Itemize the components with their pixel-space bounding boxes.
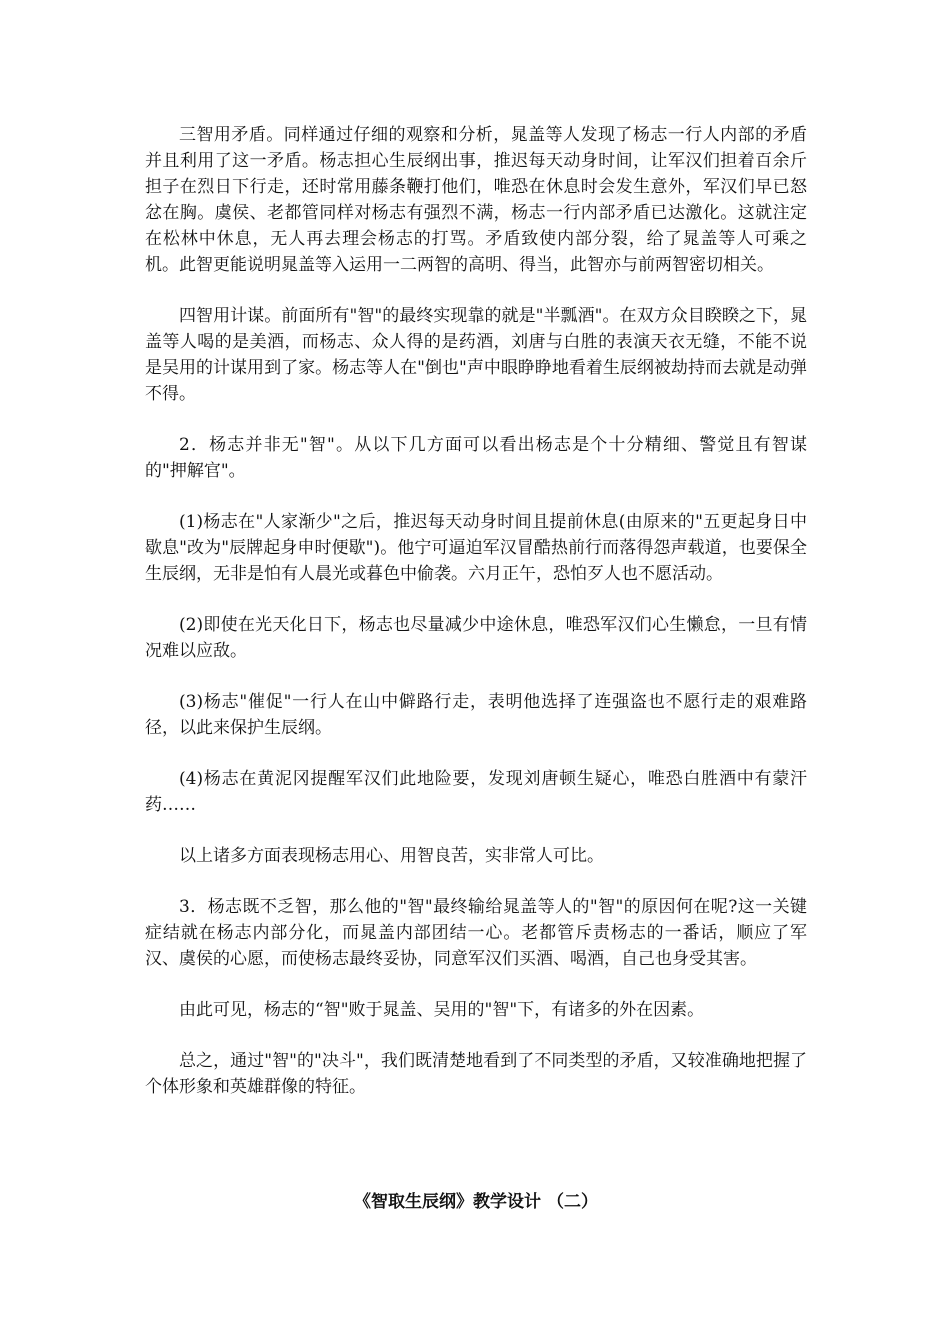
paragraph-conclusion: 总之，通过"智"的"决斗"，我们既清楚地看到了不同类型的矛盾，又较准确地把握了个体形象和英雄群像的特征。 bbox=[145, 1051, 807, 1097]
paragraph-yang-zhi-not-without-wisdom: 2．杨志并非无"智"。从以下几方面可以看出杨志是个十分精细、警觉且有智谋的"押解官"。 bbox=[145, 435, 807, 481]
paragraph-point-4: (4)杨志在黄泥冈提醒军汉们此地险要，发现刘唐顿生疑心，唯恐白胜酒中有蒙汗药…… bbox=[145, 769, 807, 815]
paragraph-summary-care: 以上诸多方面表现杨志用心、用智良苦，实非常人可比。 bbox=[179, 846, 604, 866]
paragraph-external-factors: 由此可见，杨志的“智"败于晁盖、吴用的"智"下，有诸多的外在因素。 bbox=[179, 1000, 705, 1020]
paragraph-point-1: (1)杨志在"人家渐少"之后，推迟每天动身时间且提前休息(由原来的"五更起身日中歇息"改为"辰牌起身申时便歇")。他宁可逼迫军汉冒酷热前行而落得怨声载道，也要保全生辰纲，无非是怕有人晨光或暮色中偷袭。六月正午，恐怕歹人也不愿活动。 bbox=[145, 512, 807, 584]
paragraph-three-wisdom-contradiction: 三智用矛盾。同样通过仔细的观察和分析，晁盖等人发现了杨志一行人内部的矛盾并且利用了这一矛盾。杨志担心生辰纲出事，推迟每天动身时间，让军汉们担着百余斤担子在烈日下行走，还时常用藤条鞭打他们，唯恐在休息时会发生意外，军汉们早已怒忿在胸。虞侯、老都管同样对杨志有强烈不满，杨志一行内部矛盾已达激化。这就注定在松林中休息，无人再去理会杨志的打骂。矛盾致使内部分裂，给了晁盖等人可乘之机。此智更能说明晁盖等入运用一二两智的高明、得当，此智亦与前两智密切相关。 bbox=[145, 125, 807, 275]
paragraph-reason-for-loss: 3．杨志既不乏智，那么他的"智"最终输给晁盖等人的"智"的原因何在呢?这一关键症结就在杨志内部分化，而晁盖内部团结一心。老都管斥责杨志的一番话，顺应了军汉、虞侯的心愿，而使杨志最终妥协，同意军汉们买酒、喝酒，自己也身受其害。 bbox=[145, 897, 807, 969]
paragraph-point-3: (3)杨志"催促"一行人在山中僻路行走，表明他选择了连强盗也不愿行走的艰难路径，以此来保护生辰纲。 bbox=[145, 692, 807, 738]
paragraph-four-wisdom-strategy: 四智用计谋。前面所有"智"的最终实现靠的就是"半瓢酒"。在双方众目睽睽之下，晁盖等人喝的是美酒，而杨志、众人得的是药酒，刘唐与白胜的表演天衣无缝，不能不说是吴用的计谋用到了家。杨志等人在"倒也"声中眼睁睁地看着生辰纲被劫持而去就是动弹不得。 bbox=[145, 306, 807, 404]
section-title: 《智取生辰纲》教学设计 （二） bbox=[354, 1192, 598, 1212]
document-body bbox=[145, 122, 807, 1125]
paragraph-point-2: (2)即使在光天化日下，杨志也尽量减少中途休息，唯恐军汉们心生懒怠，一旦有情况难以应敌。 bbox=[145, 615, 807, 661]
